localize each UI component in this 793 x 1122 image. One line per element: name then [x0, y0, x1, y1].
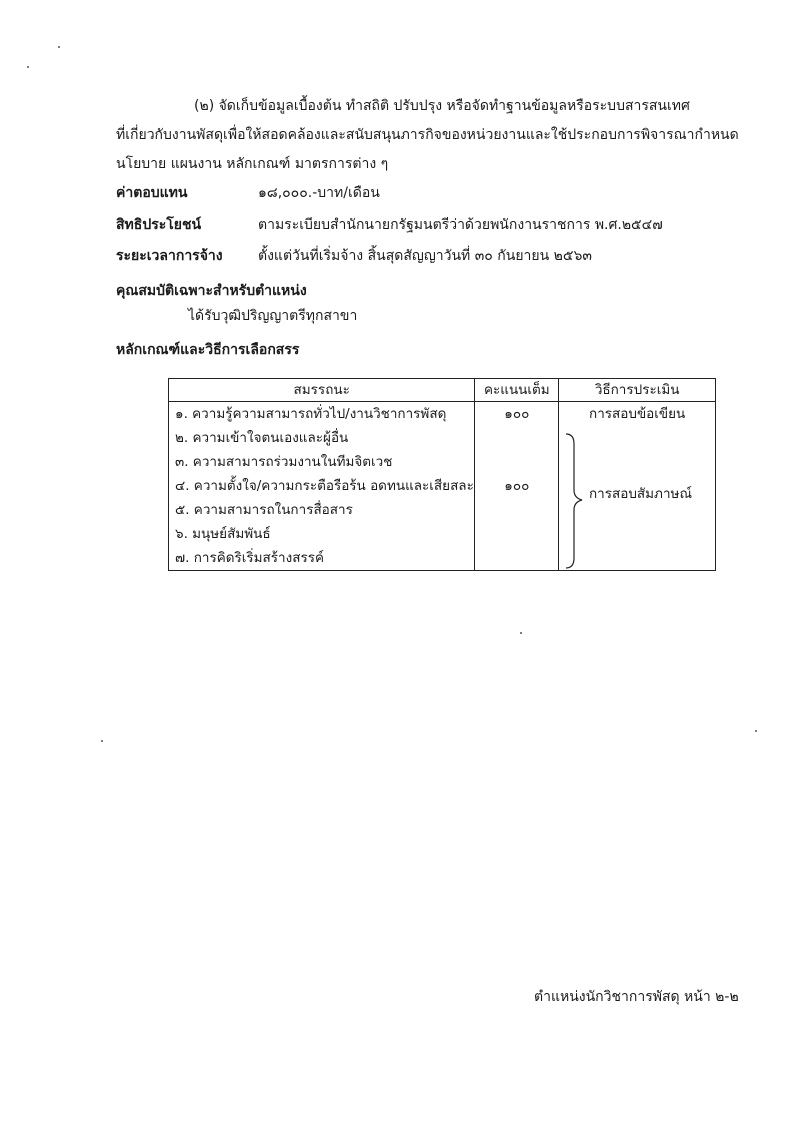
benefits-label: สิทธิประโยชน์: [116, 217, 202, 233]
curly-brace-icon: [562, 432, 586, 572]
criterion-name: ๕. ความสามารถในการสื่อสาร: [169, 498, 475, 522]
criterion-score: [475, 426, 559, 450]
selection-heading: หลักเกณฑ์และวิธีการเลือกสรร: [116, 342, 300, 358]
criterion-name: ๓. ความสามารถร่วมงานในทีมจิตเวช: [169, 450, 475, 474]
header-full-score: คะแนนเต็ม: [475, 379, 559, 402]
header-competency: สมรรถนะ: [169, 379, 475, 402]
criterion-name: ๗. การคิดริเริ่มสร้างสรรค์: [169, 546, 475, 571]
duration-value: ตั้งแต่วันที่เริ่มจ้าง สิ้นสุดสัญญาวันที่ ๓๐ กันยายน ๒๕๖๓: [258, 248, 592, 264]
qualifications-heading: คุณสมบัติเฉพาะสำหรับตำแหน่ง: [116, 283, 307, 299]
header-method: วิธีการประเมิน: [559, 379, 716, 402]
scan-speck: [58, 46, 60, 48]
page-footer: ตำแหน่งนักวิชาการพัสดุ หน้า ๒-๒: [534, 989, 739, 1005]
table-row: [169, 546, 716, 571]
criterion-method: การสอบข้อเขียน: [559, 402, 716, 427]
criteria-table: [168, 378, 716, 571]
scan-speck: [520, 632, 522, 634]
qualifications-text: ได้รับวุฒิปริญญาตรีทุกสาขา: [188, 308, 358, 324]
paragraph-line-2: ที่เกี่ยวกับงานพัสดุเพื่อให้สอดคล้องและสนับสนุนภารกิจของหน่วยงานและใช้ประกอบการพิจารณากำหนด: [116, 127, 739, 143]
grouped-method-interview: การสอบสัมภาษณ์: [589, 486, 692, 502]
compensation-label: ค่าตอบแทน: [116, 185, 188, 201]
criterion-score: [475, 522, 559, 546]
table-row: [169, 450, 716, 474]
criterion-score: [475, 498, 559, 522]
scan-speck: [27, 66, 29, 68]
paragraph-line-3: นโยบาย แผนงาน หลักเกณฑ์ มาตรการต่าง ๆ: [116, 156, 389, 172]
criterion-name: ๔. ความตั้งใจ/ความกระตือรือร้น อดทนและเสียสละ: [169, 474, 475, 498]
compensation-value: ๑๘,๐๐๐.-บาท/เดือน: [258, 185, 380, 201]
criterion-score: [475, 546, 559, 571]
duration-label: ระยะเวลาการจ้าง: [116, 248, 223, 264]
scan-speck: [755, 730, 757, 732]
criteria-header-row: [169, 379, 716, 402]
scan-speck: [101, 740, 103, 742]
criterion-score: ๑๐๐: [475, 474, 559, 498]
criterion-score: [475, 450, 559, 474]
table-row: [169, 402, 716, 427]
table-row: [169, 522, 716, 546]
paragraph-line-1: (๒) จัดเก็บข้อมูลเบื้องต้น ทำสถิติ ปรับปรุง หรือจัดทำฐานข้อมูลหรือระบบสารสนเทศ: [194, 98, 690, 114]
table-row: [169, 426, 716, 450]
criterion-name: ๑. ความรู้ความสามารถทั่วไป/งานวิชาการพัสดุ: [169, 402, 475, 427]
criterion-name: ๒. ความเข้าใจตนเองและผู้อื่น: [169, 426, 475, 450]
criterion-score: ๑๐๐: [475, 402, 559, 427]
criterion-name: ๖. มนุษย์สัมพันธ์: [169, 522, 475, 546]
benefits-value: ตามระเบียบสำนักนายกรัฐมนตรีว่าด้วยพนักงานราชการ พ.ศ.๒๕๔๗: [258, 217, 663, 233]
